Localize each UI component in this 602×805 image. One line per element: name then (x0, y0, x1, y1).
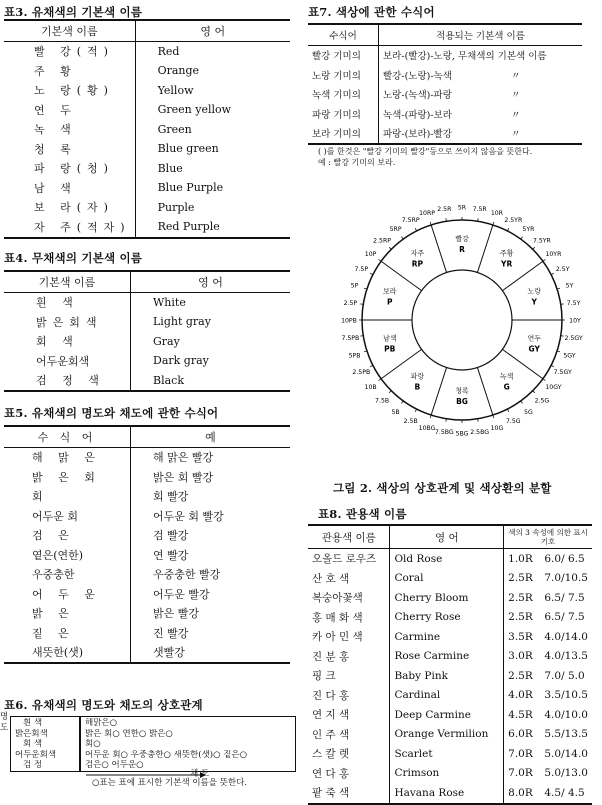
wheel-tick (533, 247, 535, 249)
hue-tick-label: 10Y (569, 318, 581, 325)
sector-label-code: RP (412, 260, 424, 269)
table-row: 보 라(자) Purple (4, 198, 290, 218)
table-row: 연 지 색 Deep Carmine 4.5R 4.0/10.0 (308, 705, 592, 725)
table6-note: ○표는 표에 표시한 기본색 이름을 뜻한다. (92, 776, 247, 788)
table7 (308, 23, 582, 145)
table-row: 카 아 민 색 Carmine 3.5R 4.0/14.0 (308, 627, 592, 647)
hue-tick-label: 10YR (545, 251, 562, 258)
sector-label-code: BG (456, 397, 468, 406)
wheel-divider (431, 368, 446, 416)
figure2-caption: 그림 2. 색상의 상호관계 및 색상환의 분할 (333, 480, 552, 496)
table6-lightness-label: 명도 (0, 712, 10, 734)
table-row: 빨강 기미의 보라-(빨강)-노랑, 무채색의 기본색 이름 (308, 45, 582, 65)
table7-head-applied: 적용되는 기본색 이름 (379, 24, 583, 45)
list-item: 어두운회색 (15, 750, 79, 761)
hue-tick-label: 7.5B (375, 397, 389, 404)
table8-head-name: 관용색 이름 (308, 525, 390, 549)
table-row: 파랑 기미의 녹색-(파랑)-보라 〃 (308, 104, 582, 124)
hue-tick-label: 5GY (563, 352, 575, 359)
sector-label-code: PB (384, 344, 395, 353)
hue-tick-label: 10P (365, 251, 377, 258)
sector-label-ko: 빨강 (455, 234, 469, 243)
table-row: 흰 색 White (4, 292, 290, 312)
table5-head-modifier: 수 식 어 (4, 426, 131, 447)
hue-tick-label: 7.5RP (402, 217, 420, 224)
wheel-tick (389, 391, 391, 393)
sector-label-code: G (504, 382, 510, 391)
hue-tick-label: 10R (491, 210, 504, 217)
hue-tick-label: 5YR (522, 226, 535, 233)
table6-axis-label: 채 도 (190, 767, 209, 779)
hue-tick-label: 5B (391, 409, 399, 416)
list-item: 밝은 회○ 연한○ 밝은○ (85, 729, 295, 740)
table-row: 해 맑 은 해 맑은 빨강 (4, 447, 290, 467)
hue-tick-label: 7.5G (506, 418, 521, 425)
wheel-tick (521, 237, 523, 239)
table7-note1: ( )를 한것은 "빨강 기미의 빨강"등으로 쓰이지 않음을 뜻한다. (318, 146, 532, 157)
hue-tick-label: 2.5GY (565, 335, 583, 342)
table8 (308, 524, 592, 805)
sector-label-ko: 남색 (383, 333, 397, 342)
hue-tick-label: 7.5YR (533, 238, 552, 245)
sector-label-ko: 자주 (411, 249, 425, 258)
sector-label-ko: 파랑 (411, 371, 425, 380)
table-row: 보라 기미의 파랑-(보라)-빨강 〃 (308, 124, 582, 145)
sector-label-code: R (459, 245, 465, 254)
table8-head-notation: 색의 3 속성에 의한 표시기호 (504, 525, 592, 549)
table-row: 회 회 빨강 (4, 487, 290, 507)
table4-head-english: 영 어 (131, 271, 291, 292)
table-row: 빨 강(적) Red (4, 41, 290, 61)
table-row: 녹색 기미의 노랑-(녹색)-파랑 〃 (308, 85, 582, 105)
hue-tick-label: 5P (351, 283, 359, 290)
hue-tick-label: 10B (365, 384, 377, 391)
hue-tick-label: 2.5R (437, 206, 452, 213)
table-row: 노랑 기미의 빨강-(노랑)-녹색 〃 (308, 65, 582, 85)
hue-tick-label: 7.5Y (567, 300, 581, 307)
table-row: 핑 크 Baby Pink 2.5R 7.0/ 5.0 (308, 666, 592, 686)
list-item: 흰 색 (15, 718, 79, 729)
wheel-tick (379, 379, 381, 381)
wheel-divider (431, 225, 446, 273)
table6-title: 표6. 유채색의 명도와 채도의 상호관계 (4, 697, 203, 713)
hue-tick-label: 7.5P (355, 266, 369, 273)
table-row: 밝 은 밝은 빨강 (4, 604, 290, 624)
table-row: 녹 색 Green (4, 120, 290, 140)
table-row: 새뜻한(샛) 샛빨강 (4, 643, 290, 664)
table-row: 옅은(연한) 연 빨강 (4, 545, 290, 565)
table-row: 자 주(적자) Red Purple (4, 217, 290, 238)
table-row: 인 주 색 Orange Vermilion 6.0R 5.5/13.5 (308, 725, 592, 745)
sector-label-ko: 연두 (528, 333, 542, 342)
sector-label-ko: 보라 (383, 287, 397, 296)
table-row: 진 분 홍 Rose Carmine 3.0R 4.0/13.5 (308, 647, 592, 667)
wheel-tick (401, 237, 403, 239)
hue-tick-label: 10RP (419, 210, 435, 217)
table4-head-name: 기본색 이름 (4, 271, 131, 292)
table-row: 청 록 Blue green (4, 139, 290, 159)
hue-tick-label: 5Y (566, 283, 574, 290)
table7-head-modifier: 수식어 (308, 24, 379, 45)
hue-tick-label: 5G (524, 409, 533, 416)
sector-label-code: Y (531, 298, 538, 307)
wheel-tick (533, 391, 535, 393)
table-row: 어두운 회 어두운 회 빨강 (4, 506, 290, 526)
sector-label-ko: 노랑 (528, 287, 542, 296)
table-row: 진 다 홍 Cardinal 4.0R 3.5/10.5 (308, 686, 592, 706)
wheel-tick (379, 259, 381, 261)
table-row: 밝 은 회 밝은 회 빨강 (4, 467, 290, 487)
list-item: 검은○ 어두운○ (85, 760, 295, 771)
table-row: 우중충한 우중충한 빨강 (4, 565, 290, 585)
hue-tick-label: 5R (458, 205, 467, 212)
hue-tick-label: 7.5R (473, 206, 488, 213)
hue-tick-label: 2.5RP (373, 238, 391, 245)
table-row: 노 랑(황) Yellow (4, 81, 290, 101)
table-row: 팥 죽 색 Havana Rose 8.0R 4.5/ 4.5 (308, 783, 592, 804)
table3-head-english: 영 어 (135, 20, 290, 41)
hue-tick-label: 2.5P (344, 300, 358, 307)
hue-tick-label: 5BG (456, 431, 469, 437)
table4 (4, 270, 290, 392)
table-row: 검 정 색 Black (4, 371, 290, 392)
table-row: 어두운회색 Dark gray (4, 351, 290, 371)
sector-label-ko: 주황 (500, 249, 514, 258)
hue-tick-label: 10GY (545, 384, 561, 391)
table-row: 연 다 홍 Crimson 7.0R 5.0/13.0 (308, 764, 592, 784)
hue-tick-label: 2.5Y (556, 266, 570, 273)
sector-label-code: P (387, 298, 393, 307)
table-row: 복숭아꽃색 Cherry Bloom 2.5R 6.5/ 7.5 (308, 588, 592, 608)
list-item: 회○ (85, 739, 295, 750)
table4-title: 표4. 무채색의 기본색 이름 (4, 250, 142, 266)
table-row: 스 칼 렛 Scarlet 7.0R 5.0/14.0 (308, 744, 592, 764)
hue-tick-label: 5RP (390, 226, 402, 233)
hue-tick-label: 2.5YR (504, 217, 523, 224)
table5-head-example: 예 (131, 426, 291, 447)
hue-tick-label: 10BG (419, 425, 436, 432)
table-row: 밝은회색 Light gray (4, 312, 290, 332)
table-row: 짙 은 진 빨강 (4, 623, 290, 643)
sector-label-code: B (414, 382, 420, 391)
table6-right-box (80, 716, 296, 772)
wheel-tick (389, 247, 391, 249)
sector-label-code: YR (500, 260, 512, 269)
wheel-tick (521, 401, 523, 403)
hue-tick-label: 2.5G (535, 397, 550, 404)
table7-note2: 예 : 빨강 기미의 보라. (318, 157, 395, 168)
hue-tick-label: 10G (491, 425, 504, 432)
wheel-divider (477, 368, 492, 416)
table-row: 홍 매 화 색 Cherry Rose 2.5R 6.5/ 7.5 (308, 608, 592, 628)
table-row: 연 두 Green yellow (4, 100, 290, 120)
hue-tick-label: 7.5BG (435, 429, 454, 436)
list-item: 회 색 (15, 739, 79, 750)
hue-tick-label: 7.5PB (341, 335, 359, 342)
wheel-tick (543, 259, 545, 261)
hue-tick-label: 10PB (341, 318, 357, 325)
wheel-tick (543, 379, 545, 381)
table3-title: 표3. 유채색의 기본색 이름 (4, 4, 142, 20)
table8-head-english: 영 어 (390, 525, 504, 549)
table3-head-name: 기본색 이름 (4, 20, 135, 41)
list-item: 해맑은○ (85, 718, 295, 729)
table8-title: 표8. 관용색 이름 (318, 506, 407, 522)
table-row: 남 색 Blue Purple (4, 178, 290, 198)
list-item: 밝은회색 (15, 729, 79, 740)
table-row: 검 은 검 빨강 (4, 526, 290, 546)
table-row: 산 호 색 Coral 2.5R 7.0/10.5 (308, 569, 592, 589)
hue-tick-label: 5PB (349, 352, 361, 359)
sector-label-code: GY (529, 344, 541, 353)
wheel-divider (477, 225, 492, 273)
wheel-tick (401, 401, 403, 403)
hue-tick-label: 7.5GY (554, 369, 572, 376)
table6-left-box (10, 716, 80, 772)
color-wheel (332, 196, 592, 436)
hue-tick-label: 2.5B (404, 418, 418, 425)
table-row: 오올드 로우즈 Old Rose 1.0R 6.0/ 6.5 (308, 549, 592, 569)
table5-title: 표5. 유채색의 명도와 채도에 관한 수식어 (4, 405, 218, 421)
table-row: 회 색 Gray (4, 332, 290, 352)
table-row: 파 랑(청) Blue (4, 159, 290, 179)
list-item: 어두운 회○ 우중충한○ 새뜻한(샛)○ 짙은○ (85, 750, 295, 761)
hue-tick-label: 2.5PB (352, 369, 370, 376)
table5 (4, 425, 290, 664)
table-row: 어 두 운 어두운 빨강 (4, 584, 290, 604)
table-row: 주 황 Orange (4, 61, 290, 81)
wheel-inner-ring (412, 270, 512, 370)
hue-tick-label: 2.5BG (470, 429, 489, 436)
table3 (4, 19, 290, 239)
sector-label-ko: 청록 (455, 386, 469, 395)
table7-title: 표7. 색상에 관한 수식어 (308, 4, 435, 20)
list-item: 검 정 (15, 760, 79, 771)
sector-label-ko: 녹색 (500, 371, 514, 380)
